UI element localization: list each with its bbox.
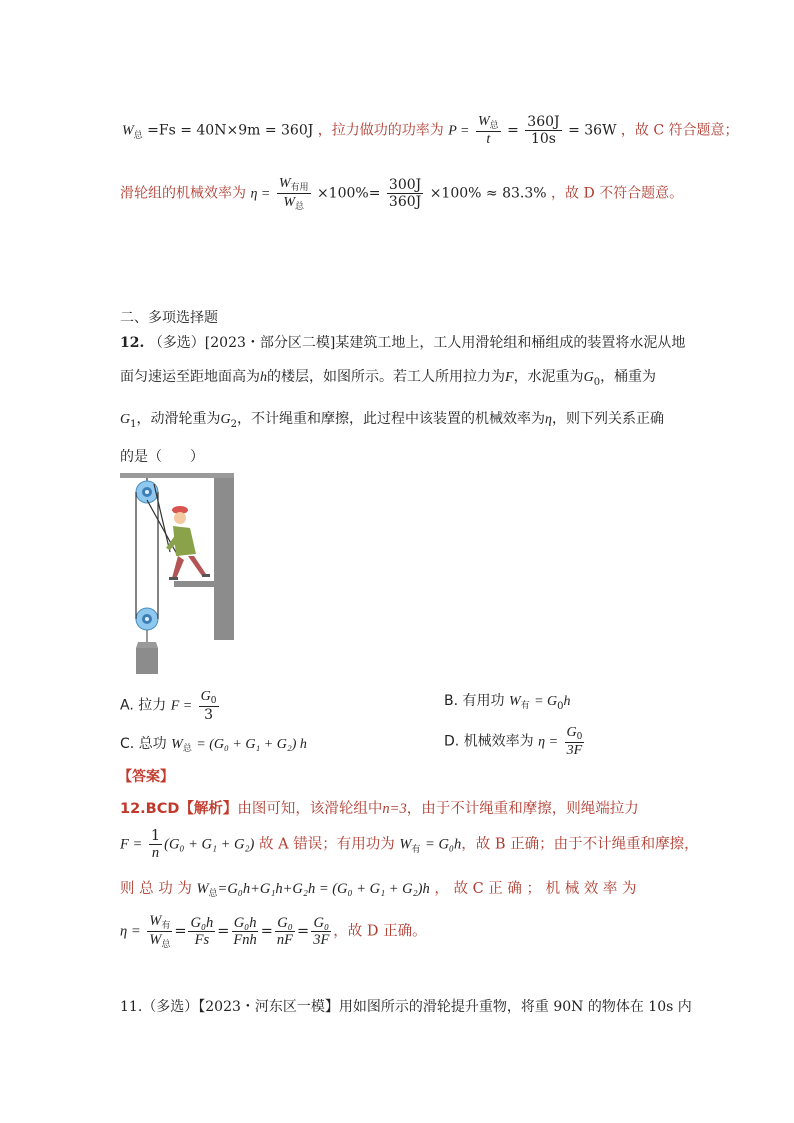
fraction-300-over-360 bbox=[387, 177, 423, 210]
frac-num: G bbox=[200, 689, 211, 704]
analysis-line3 bbox=[120, 877, 637, 898]
option-d[interactable] bbox=[444, 724, 586, 759]
symbol-f: F = bbox=[170, 698, 193, 714]
frac-den: n bbox=[151, 845, 160, 861]
equals: = bbox=[507, 122, 519, 139]
frac-den: W bbox=[283, 195, 295, 210]
frac-den: 10s bbox=[530, 131, 556, 147]
frac-num: G₀h bbox=[190, 915, 214, 931]
percent: ×100%= bbox=[316, 185, 381, 202]
question-text: ，动滑轮重为 bbox=[136, 411, 221, 427]
frac-num: W bbox=[149, 913, 162, 929]
subscript: 2 bbox=[230, 419, 237, 430]
subscript: 总 bbox=[208, 889, 218, 899]
frac-num: W bbox=[278, 176, 291, 191]
symbol-g0: G bbox=[583, 370, 594, 385]
subscript: 0 bbox=[210, 696, 217, 706]
subscript: 有 bbox=[520, 701, 530, 711]
frac-num: G₀ bbox=[277, 915, 293, 931]
subscript: 1 bbox=[130, 419, 137, 430]
fraction-g0-3f bbox=[311, 915, 331, 948]
symbol-f: F bbox=[505, 370, 514, 385]
analysis-text: 由图可知，该滑轮组中 bbox=[237, 801, 383, 817]
fraction-g0-nf bbox=[275, 915, 295, 948]
frac-den: 3F bbox=[566, 743, 583, 758]
question-12-line4: 的是（ ） bbox=[120, 449, 204, 465]
analysis-text: ，故 D 正确。 bbox=[333, 923, 427, 940]
question-text: ，水泥重为 bbox=[513, 369, 584, 385]
symbol-w: W bbox=[171, 737, 183, 752]
answer-label: 12.BCD【解析】 bbox=[120, 801, 238, 817]
analysis-text: ，故 B 正确；由于不计绳重和摩擦， bbox=[461, 836, 699, 853]
fraction-useful-total bbox=[147, 913, 172, 950]
question-11-line1: 11.（多选）【2023・河东区一模】用如图所示的滑轮提升重物，将重 90N 的物体在 10s 内 bbox=[120, 999, 692, 1015]
symbol-eta: η = bbox=[120, 923, 141, 940]
frac-den: W bbox=[149, 932, 162, 948]
frac-den: 3F bbox=[313, 932, 330, 948]
symbol-g1: G bbox=[120, 412, 131, 427]
building-wall bbox=[214, 478, 234, 640]
option-label: D. bbox=[444, 733, 460, 750]
expression: =G₀h+G₁h+G₂h = (G₀ + G₁ + G₂)h bbox=[217, 881, 430, 897]
question-text: ，则下列关系正确 bbox=[551, 411, 664, 427]
answer-heading: 【答案】 bbox=[118, 769, 174, 785]
symbol-w: W bbox=[399, 836, 412, 853]
symbol-h: h bbox=[563, 694, 571, 709]
frac-den: 3 bbox=[204, 707, 214, 723]
frac-num: G₀h bbox=[233, 915, 257, 931]
option-a[interactable] bbox=[120, 688, 221, 723]
efficiency-calc-line bbox=[120, 175, 683, 212]
subscript: 有用 bbox=[290, 183, 309, 193]
symbol-p: P = bbox=[448, 123, 470, 139]
symbol-g2: G bbox=[220, 412, 231, 427]
floor-platform bbox=[174, 581, 216, 587]
question-text: ，桶重为 bbox=[600, 369, 657, 385]
symbol-f: F = bbox=[120, 836, 143, 853]
option-text: 总功 bbox=[138, 736, 167, 752]
expression: = G bbox=[534, 694, 558, 709]
fraction-g0-over-3f bbox=[565, 724, 585, 759]
option-text: 拉力 bbox=[138, 697, 167, 714]
symbol-n: n=3 bbox=[382, 801, 407, 817]
analysis-text: ， 故 C 正 确 ； 机 械 效 率 为 bbox=[434, 881, 637, 897]
subscript: 有 bbox=[411, 844, 421, 855]
expression: (G₀ + G₁ + G₂) bbox=[164, 836, 255, 853]
analysis-text: ，由于不计绳重和摩擦，则绳端拉力 bbox=[406, 801, 639, 817]
equation-result: = 36W bbox=[568, 122, 617, 139]
worker-figure bbox=[166, 506, 210, 580]
option-label: A. bbox=[120, 697, 134, 714]
symbol-eta: η bbox=[545, 412, 552, 427]
frac-num: 300J bbox=[388, 177, 422, 193]
symbol-eta: η = bbox=[250, 186, 271, 202]
question-text: （多选）[2023・部分区二模]某建筑工地上，工人用滑轮组和桶组成的装置将水泥从地 bbox=[148, 335, 686, 351]
subscript: 总 bbox=[133, 130, 143, 141]
text-c-conclusion: ，故 C 符合题意； bbox=[620, 122, 739, 139]
ceiling-beam bbox=[120, 473, 234, 478]
option-label: B. bbox=[444, 693, 459, 709]
fraction-g0-over-3 bbox=[199, 688, 219, 723]
fraction-1-over-n bbox=[149, 828, 162, 861]
fraction-g0h-fs bbox=[188, 915, 215, 948]
frac-den: nF bbox=[276, 932, 294, 948]
symbol-eta: η = bbox=[538, 734, 559, 750]
pulley-figure bbox=[118, 470, 238, 680]
question-number: 12. bbox=[120, 335, 145, 351]
subscript: 0 bbox=[593, 377, 601, 388]
analysis-line1 bbox=[120, 797, 639, 818]
symbol-h: h bbox=[260, 370, 267, 385]
question-12-line1 bbox=[120, 332, 685, 352]
frac-num: G₀ bbox=[313, 915, 329, 931]
question-12-line2 bbox=[120, 366, 656, 386]
analysis-line4: η = $\frac{W_有}{W_总}$ = $\frac{\text{G₀h}}{Fs}$ = $\frac{\text{G₀h}}{\text{Fnh}}$ = $\frac{\text{G₀}}{nF}$ = $\frac{\text{G₀}}{3F}$ ，故 D 正确。 bbox=[120, 913, 427, 950]
frac-den: Fnh bbox=[233, 932, 257, 948]
cement-bucket bbox=[136, 648, 158, 674]
symbol-w: W bbox=[508, 694, 521, 709]
option-text: 有用功 bbox=[462, 693, 505, 709]
symbol-w: W bbox=[122, 123, 134, 139]
text-d-conclusion: ，故 D 不符合题意。 bbox=[551, 185, 684, 202]
frac-num: 360J bbox=[527, 114, 560, 130]
frac-num: G bbox=[566, 725, 577, 740]
option-b[interactable] bbox=[444, 690, 571, 710]
power-calc-line bbox=[122, 113, 739, 148]
frac-den: t bbox=[486, 132, 491, 147]
frac-den: 360J bbox=[388, 194, 422, 210]
expression: = G₀h bbox=[425, 836, 462, 853]
frac-den: Fs bbox=[194, 932, 210, 948]
analysis-text: 则 总 功 为 bbox=[120, 881, 192, 897]
question-12-line3 bbox=[120, 408, 664, 428]
fraction-useful-over-total bbox=[277, 175, 311, 212]
percent-result: ×100% ≈ 83.3% bbox=[429, 185, 547, 202]
analysis-line2 bbox=[120, 828, 699, 861]
equation-work: =Fs = 40N×9m = 360J bbox=[147, 122, 314, 139]
text-efficiency: 滑轮组的机械效率为 bbox=[120, 185, 246, 202]
frac-num: W bbox=[477, 114, 490, 129]
subscript: 0 bbox=[557, 701, 564, 712]
frac-num: 1 bbox=[150, 828, 161, 844]
fraction-360-over-10 bbox=[525, 114, 561, 147]
subscript: 0 bbox=[576, 732, 583, 742]
question-text: 面匀速运至距地面高为 bbox=[120, 369, 260, 385]
expression: = (G₀ + G₁ + G₂) h bbox=[196, 737, 307, 752]
question-text: ，不计绳重和摩擦，此过程中该装置的机械效率为 bbox=[237, 411, 545, 427]
subscript: 总 bbox=[489, 121, 499, 131]
subscript: 总 bbox=[182, 744, 192, 754]
fraction-w-over-t bbox=[476, 113, 501, 148]
subscript: 有 bbox=[161, 921, 171, 931]
option-label: C. bbox=[120, 736, 135, 752]
fraction-g0h-fnh bbox=[231, 915, 258, 948]
subscript: 总 bbox=[161, 940, 171, 950]
question-text: 的楼层，如图所示。若工人所用拉力为 bbox=[267, 369, 505, 385]
text-power: ，拉力做功的功率为 bbox=[317, 122, 444, 139]
section-title: 二、多项选择题 bbox=[120, 310, 218, 326]
option-text: 机械效率为 bbox=[463, 733, 534, 750]
symbol-w: W bbox=[196, 881, 209, 897]
option-c[interactable] bbox=[120, 733, 307, 753]
subscript: 总 bbox=[294, 202, 304, 212]
analysis-text: 故 A 错误；有用功为 bbox=[259, 836, 395, 853]
